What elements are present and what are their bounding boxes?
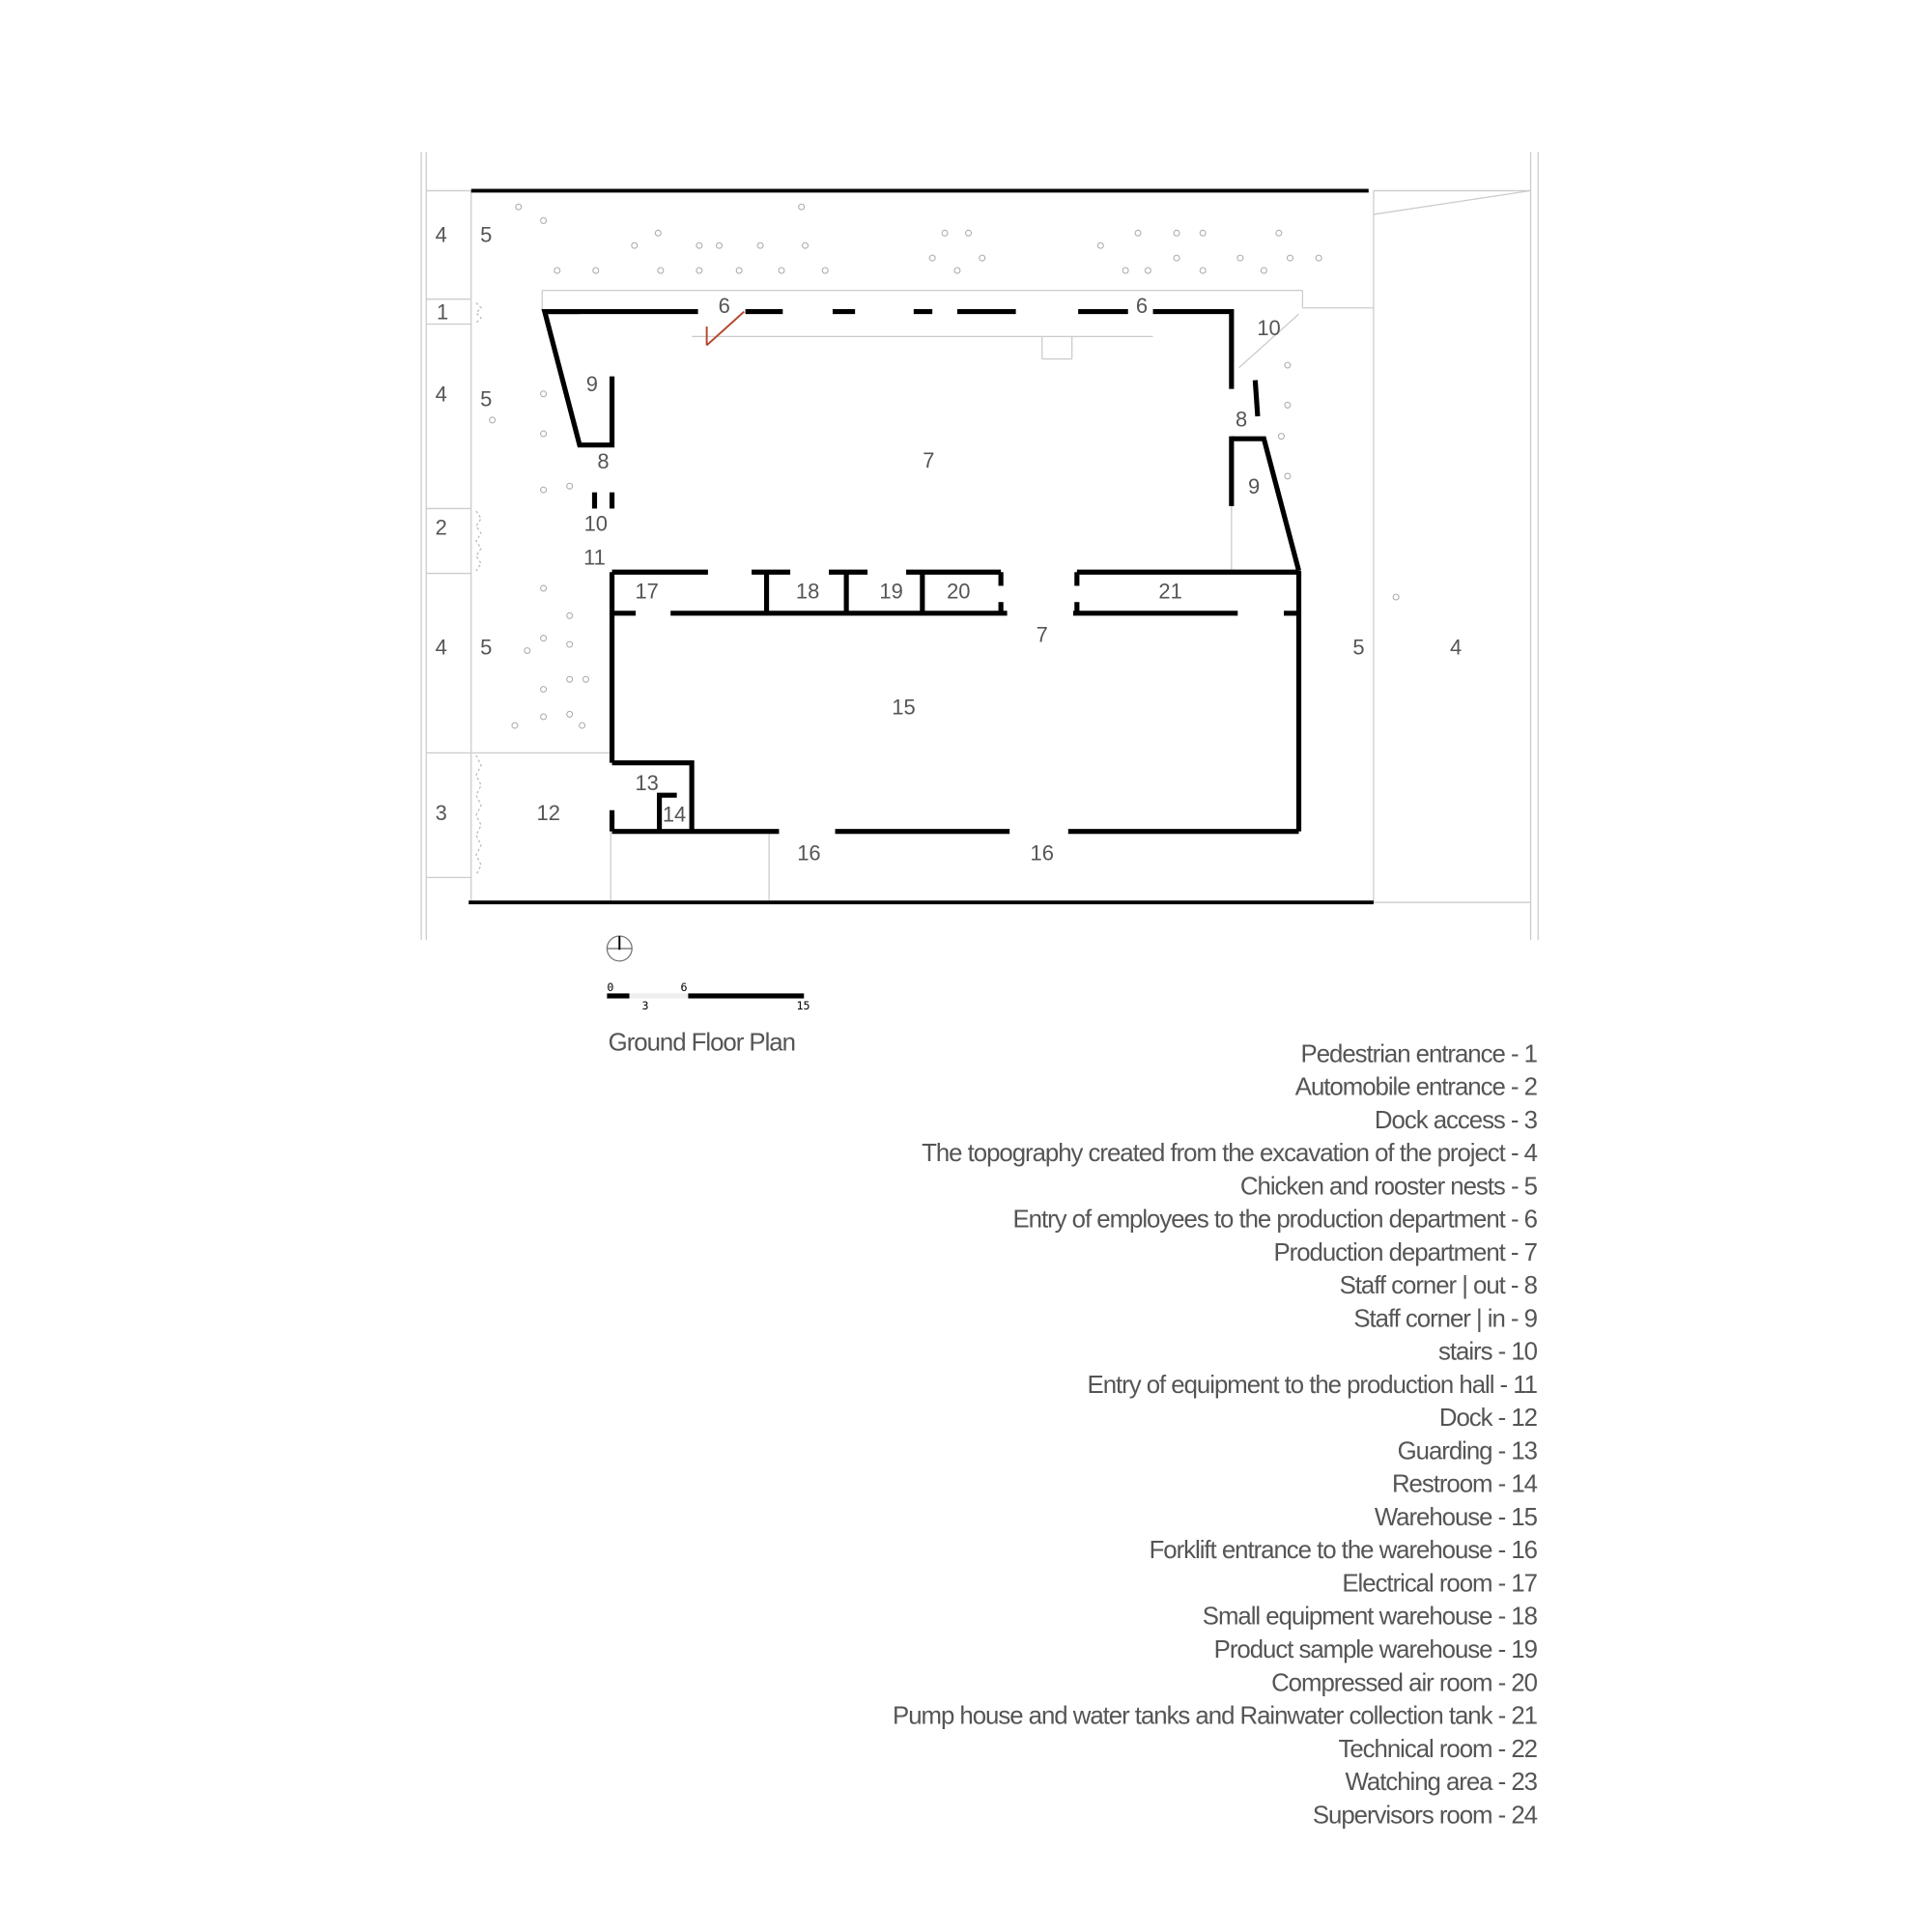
legend [893,1040,1538,1829]
legend-item: Warehouse - 15 [1374,1503,1537,1531]
legend-item: stairs - 10 [1438,1338,1537,1366]
legend-item: Restroom - 14 [1391,1470,1537,1498]
room-label: 8 [1236,407,1248,432]
nest-dot [779,268,784,273]
nest-dot [512,723,518,728]
nest-dot [1288,255,1293,261]
nest-dot [1393,594,1399,600]
legend-item: Forklift entrance to the warehouse - 16 [1149,1537,1537,1565]
nest-dot [942,230,948,236]
room-label: 2 [435,515,447,540]
room-label: 10 [583,511,608,536]
nest-dot [567,483,573,489]
nest-dot [803,242,809,248]
room-label: 8 [597,449,610,474]
nest-dot [717,242,723,248]
scale-tick: 6 [680,980,688,994]
nest-dot [1174,255,1179,261]
legend-item: Entry of equipment to the production hall - 11 [1087,1371,1537,1399]
legend-item: Guarding - 13 [1397,1437,1537,1465]
nest-dot [1261,268,1266,273]
legend-item: Electrical room - 17 [1342,1570,1537,1598]
nest-dot [655,230,661,236]
room-label: 5 [480,222,493,247]
nest-dot [541,217,547,223]
room-label: 3 [435,801,447,826]
legend-item: Product sample warehouse - 19 [1213,1636,1537,1664]
room-label: 4 [435,635,447,660]
nest-dot [1145,268,1151,273]
nest-dot [1200,230,1206,236]
nest-dot [757,242,763,248]
legend-item: Pedestrian entrance - 1 [1300,1040,1537,1068]
room-label: 16 [1030,840,1054,866]
room-label: 9 [1247,473,1261,498]
nest-dot [1285,473,1291,479]
nest-dot [541,391,547,397]
nest-dot [567,711,573,717]
nest-dot [541,636,547,641]
room-label: 7 [923,447,935,472]
nest-dot [541,585,547,591]
nest-dot [736,268,742,273]
legend-item: Pump house and water tanks and Rainwater collection tank - 21 [893,1702,1537,1730]
legend-item: Watching area - 23 [1345,1769,1537,1797]
room-label: 18 [795,579,820,604]
nest-dot [1237,255,1243,261]
legend-item: Dock - 12 [1438,1405,1537,1433]
plan-title: Ground Floor Plan [608,1029,795,1057]
nest-dot [1200,268,1206,273]
nest-dot [567,612,573,618]
room-label: 4 [1449,635,1463,660]
nest-dot [582,676,588,682]
nest-dot [541,714,547,720]
nest-dot [1316,255,1321,261]
nest-dot [567,676,573,682]
legend-item: Dock access - 3 [1374,1106,1537,1134]
nest-dot [516,204,522,210]
room-label: 4 [435,222,447,247]
nest-dot [593,268,599,273]
room-label: 5 [480,635,493,660]
nest-dot [658,268,664,273]
legend-item: Entry of employees to the production department - 6 [1012,1206,1537,1234]
north-arrow-icon [607,936,632,961]
nest-dot [525,648,530,654]
legend-item: Production department - 7 [1273,1238,1537,1266]
room-label: 16 [797,840,821,866]
nest-dot [541,431,547,437]
legend-item: Compressed air room - 20 [1271,1669,1537,1697]
room-label: 17 [635,579,659,604]
room-label: 21 [1158,579,1182,604]
legend-item: Chicken and rooster nests - 5 [1239,1173,1537,1201]
nest-dot [541,487,547,493]
legend-item: Supervisors room - 24 [1312,1802,1537,1830]
scale-tick: 15 [796,999,810,1013]
nest-dot [1285,402,1291,408]
legend-item: Staff corner | in - 9 [1353,1305,1537,1333]
room-label: 7 [1036,622,1048,647]
nest-dot [541,687,547,693]
room-label: 19 [879,579,903,604]
nest-dot [822,268,828,273]
room-label: 5 [1352,635,1365,660]
legend-item: Technical room - 22 [1338,1735,1537,1763]
room-label: 4 [435,382,447,407]
room-label: 12 [536,801,560,826]
room-label: 5 [480,386,493,412]
nest-dot [1135,230,1141,236]
room-label: 10 [1257,316,1281,341]
nest-dot [554,268,560,273]
room-label: 1 [436,299,449,325]
room-label: 14 [662,802,687,827]
nest-dot [567,641,573,647]
nest-dot [980,255,985,261]
nest-dot [966,230,972,236]
nest-dot [1174,230,1179,236]
room-label: 11 [583,545,606,570]
nest-dot [580,723,585,728]
room-label: 9 [585,372,599,397]
legend-item: The topography created from the excavation of the project - 4 [922,1140,1537,1168]
nest-dot [490,417,496,423]
legend-item: Automobile entrance - 2 [1294,1073,1537,1101]
nest-dot [632,242,638,248]
nest-dot [696,242,702,248]
legend-item: Small equipment warehouse - 18 [1202,1603,1537,1631]
nest-dot [929,255,935,261]
room-label: 13 [635,771,659,796]
nest-dot [1276,230,1282,236]
nest-dot [1097,242,1103,248]
nest-dots [490,204,1399,728]
nest-dot [1278,434,1284,440]
room-label: 15 [892,695,916,720]
scale-bar [607,980,810,1012]
room-labels [436,222,1463,865]
scale-tick: 3 [641,999,649,1013]
nest-dot [1122,268,1128,273]
room-label: 6 [718,293,730,318]
nest-dot [799,204,805,210]
scale-tick: 0 [607,980,614,994]
room-label: 20 [947,579,971,604]
room-label: 6 [1135,293,1149,318]
nest-dot [954,268,960,273]
nest-dot [696,268,702,273]
nest-dot [1285,362,1291,368]
legend-item: Staff corner | out - 8 [1339,1272,1537,1300]
